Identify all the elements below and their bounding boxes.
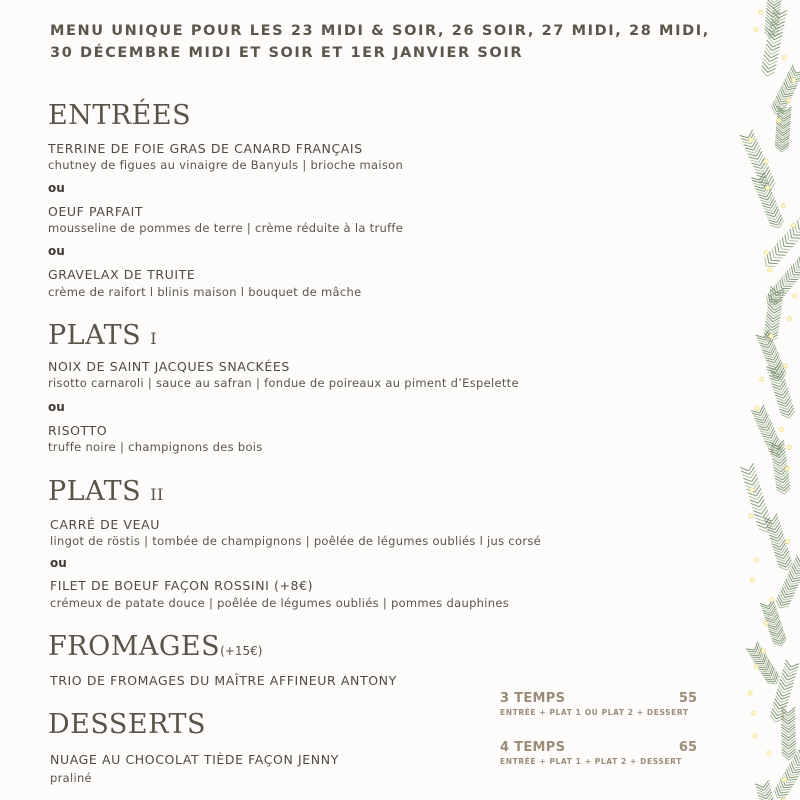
section-title-suffix: (+15€) bbox=[220, 644, 263, 658]
menu-header-line2: 30 DÉCEMBRE MIDI ET SOIR ET 1ER JANVIER SOIR bbox=[50, 45, 524, 61]
or-separator: ou bbox=[48, 244, 65, 258]
dish-name: OEUF PARFAIT bbox=[48, 204, 144, 219]
menu-header bbox=[50, 20, 730, 64]
dish-description: truffe noire | champignons des bois bbox=[48, 440, 263, 454]
dish-name: NUAGE AU CHOCOLAT TIÈDE FAÇON JENNY bbox=[50, 752, 339, 767]
price-option-3-temps bbox=[500, 691, 697, 717]
dish-name: GRAVELAX DE TRUITE bbox=[48, 267, 196, 282]
dish-description: crème de raifort l blinis maison l bouquet de mâche bbox=[48, 285, 362, 299]
section-title-desserts: DESSERTS bbox=[48, 709, 206, 740]
or-separator: ou bbox=[50, 556, 67, 570]
dish-description: praliné bbox=[50, 771, 92, 785]
price-option-value: 65 bbox=[678, 740, 697, 755]
price-option-detail: ENTRÉE + PLAT 1 OU PLAT 2 + DESSERT bbox=[500, 708, 689, 717]
section-title-text: PLATS bbox=[48, 476, 142, 507]
or-separator: ou bbox=[48, 400, 65, 414]
section-title-text: PLATS bbox=[48, 320, 142, 351]
price-option-4-temps bbox=[500, 740, 697, 766]
dish-description: mousseline de pommes de terre | crème réduite à la truffe bbox=[48, 221, 404, 235]
section-title-plats-1 bbox=[48, 320, 157, 351]
price-option-name: 4 TEMPS bbox=[500, 740, 566, 755]
price-option-detail: ENTRÉE + PLAT 1 + PLAT 2 + DESSERT bbox=[500, 757, 682, 766]
menu-header-line1: MENU UNIQUE POUR LES 23 MIDI & SOIR, 26 SOIR, 27 MIDI, 28 MIDI, bbox=[50, 23, 710, 39]
dish-description: risotto carnaroli | sauce au safran | fondue de poireaux au piment d’Espelette bbox=[48, 376, 519, 390]
dish-description: crémeux de patate douce | poêlée de légumes oubliés | pommes dauphines bbox=[50, 596, 510, 610]
section-title-text: FROMAGES bbox=[48, 631, 221, 662]
dish-name: TERRINE DE FOIE GRAS DE CANARD FRANÇAIS bbox=[48, 141, 363, 156]
pine-branches bbox=[740, 0, 800, 800]
pine-garland-decoration bbox=[710, 0, 800, 800]
dish-name: CARRÉ DE VEAU bbox=[50, 517, 160, 532]
price-option-name: 3 TEMPS bbox=[500, 691, 566, 706]
dish-name: NOIX DE SAINT JACQUES SNACKÉES bbox=[48, 359, 290, 374]
dish-name: RISOTTO bbox=[48, 423, 108, 438]
section-title-entrees: ENTRÉES bbox=[48, 100, 192, 131]
section-title-plats-2 bbox=[48, 476, 164, 507]
dish-name: TRIO DE FROMAGES DU MAÎTRE AFFINEUR ANTONY bbox=[50, 673, 397, 688]
section-title-numeral: I bbox=[150, 329, 158, 348]
dish-description: lingot de röstis | tombée de champignons | poêlée de légumes oubliés l jus corsé bbox=[50, 534, 542, 548]
section-title-fromages bbox=[48, 631, 262, 662]
dish-description: chutney de figues au vinaigre de Banyuls | brioche maison bbox=[48, 158, 404, 172]
dish-name: FILET DE BOEUF FAÇON ROSSINI (+8€) bbox=[50, 578, 314, 593]
price-option-value: 55 bbox=[678, 691, 697, 706]
or-separator: ou bbox=[48, 181, 65, 195]
section-title-numeral: II bbox=[150, 485, 164, 504]
